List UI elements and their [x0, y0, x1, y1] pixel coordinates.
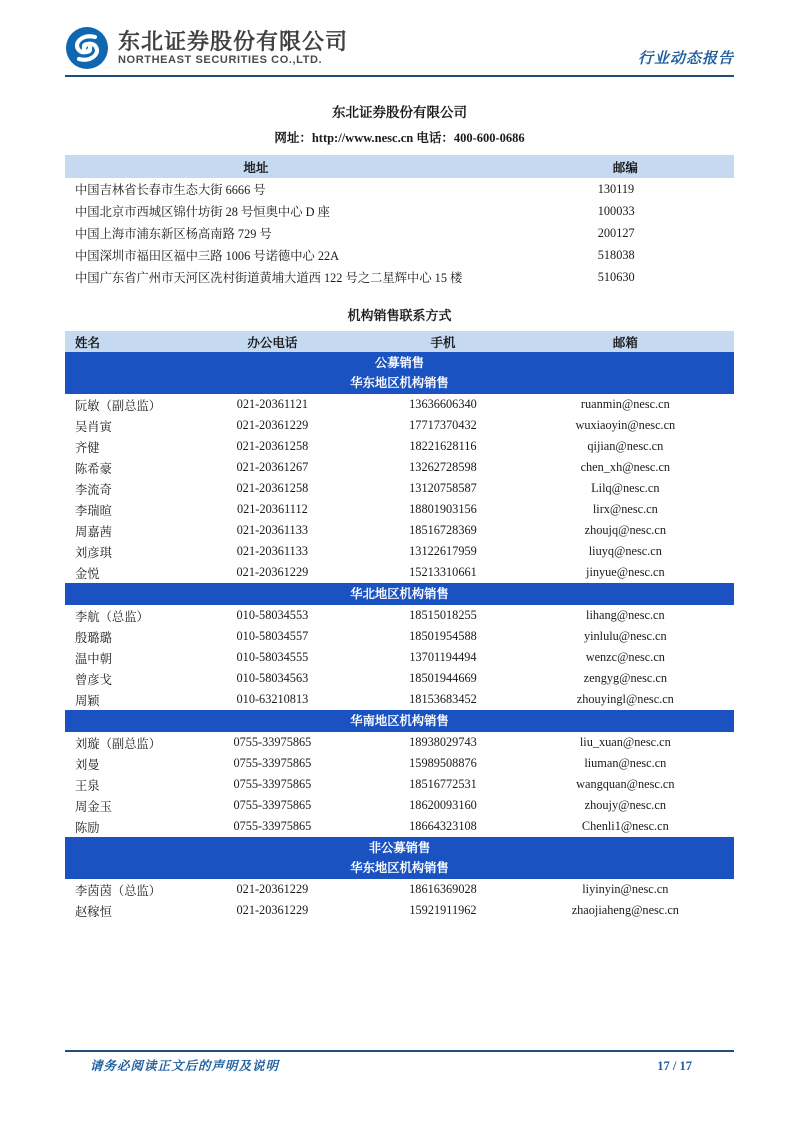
- email-cell: liu_xuan@nesc.cn: [579, 735, 671, 749]
- email-cell: yinlulu@nesc.cn: [583, 629, 667, 643]
- report-type-label: 行业动态报告: [637, 51, 734, 67]
- contact-row: [65, 520, 734, 541]
- postcode-cell: 100033: [597, 203, 635, 218]
- email-cell: chen_xh@nesc.cn: [580, 460, 671, 474]
- page-header: [65, 26, 734, 77]
- address-cell: 中国深圳市福田区福中三路 1006 号诺德中心 22A: [75, 249, 340, 263]
- band-label: 华南地区机构销售: [350, 714, 449, 728]
- office-phone-cell: 0755-33975865: [233, 819, 312, 833]
- email-cell: liyinyin@nesc.cn: [582, 882, 669, 896]
- office-phone-cell: 021-20361258: [236, 481, 309, 495]
- contact-row: [65, 499, 734, 520]
- band-label: 公募销售: [374, 356, 425, 370]
- office-phone-cell: 021-20361229: [236, 882, 309, 896]
- email-cell: lihang@nesc.cn: [586, 608, 665, 622]
- contact-row: [65, 900, 734, 921]
- name-cell: 齐健: [75, 440, 100, 455]
- company-contact-line: 网址：http://www.nesc.cn 电话：400-600-0686: [274, 131, 525, 145]
- office-phone-cell: 010-63210813: [236, 692, 309, 706]
- contact-row: [65, 562, 734, 583]
- email-cell: wangquan@nesc.cn: [576, 777, 675, 791]
- footer-disclaimer: 请务必阅读正文后的声明及说明: [90, 1059, 280, 1073]
- name-cell: 刘彦琪: [75, 545, 112, 560]
- email-cell: zhoujy@nesc.cn: [584, 798, 666, 812]
- name-cell: 李瑞暄: [75, 503, 112, 518]
- address-row: [65, 244, 734, 266]
- email-cell: liuyq@nesc.cn: [588, 544, 662, 558]
- office-phone-cell: 021-20361133: [236, 544, 309, 558]
- address-row: [65, 222, 734, 244]
- name-column-header: 姓名: [65, 331, 205, 352]
- contact-row: [65, 394, 734, 415]
- email-cell: liuman@nesc.cn: [584, 756, 667, 770]
- mobile-column-header: 手机: [339, 331, 546, 352]
- email-cell: lirx@nesc.cn: [592, 502, 658, 516]
- address-row: [65, 200, 734, 222]
- mobile-cell: 13122617959: [409, 544, 477, 558]
- mobile-cell: 18501944669: [409, 671, 477, 685]
- contact-row: [65, 753, 734, 774]
- mobile-cell: 18501954588: [409, 629, 477, 643]
- name-cell: 阮敏（副总监）: [75, 398, 162, 413]
- email-cell: wuxiaoyin@nesc.cn: [575, 418, 676, 432]
- mobile-cell: 18801903156: [409, 502, 477, 516]
- address-table-header: [65, 155, 734, 178]
- contact-row: [65, 689, 734, 710]
- name-cell: 刘璇（副总监）: [75, 736, 162, 751]
- company-title: 东北证券股份有限公司: [332, 105, 467, 120]
- name-cell: 李流奇: [75, 482, 112, 497]
- mobile-cell: 18153683452: [409, 692, 477, 706]
- email-cell: zengyg@nesc.cn: [583, 671, 668, 685]
- email-cell: Lilq@nesc.cn: [591, 481, 660, 495]
- section-band-row: [65, 710, 734, 732]
- office-phone-cell: 021-20361229: [236, 418, 309, 432]
- name-cell: 温中朝: [75, 651, 112, 666]
- company-logo-icon: [65, 26, 109, 70]
- office-phone-cell: 010-58034563: [236, 671, 309, 685]
- mobile-cell: 13120758587: [409, 481, 477, 495]
- page-footer: [65, 1050, 734, 1074]
- mobile-cell: 18938029743: [409, 735, 477, 749]
- name-cell: 周嘉茜: [75, 524, 112, 539]
- name-cell: 金悦: [75, 566, 100, 581]
- mobile-cell: 15213310661: [409, 565, 477, 579]
- name-cell: 曾彦戈: [75, 672, 112, 687]
- sales-table-header: [65, 331, 734, 352]
- address-column-header: 地址: [65, 155, 567, 178]
- office-phone-cell: 010-58034553: [236, 608, 309, 622]
- office-phone-cell: 021-20361229: [236, 565, 309, 579]
- office-phone-cell: 010-58034557: [236, 629, 309, 643]
- mobile-cell: 18620093160: [409, 798, 477, 812]
- name-cell: 赵稼恒: [75, 904, 112, 919]
- mobile-cell: 17717370432: [409, 418, 477, 432]
- address-cell: 中国上海市浦东新区杨高南路 729 号: [75, 227, 272, 241]
- contact-row: [65, 605, 734, 626]
- postcode-cell: 510630: [597, 269, 635, 284]
- email-cell: ruanmin@nesc.cn: [580, 397, 670, 411]
- page-number: 17 / 17: [657, 1059, 692, 1073]
- office-phone-cell: 0755-33975865: [233, 798, 312, 812]
- office-phone-cell: 010-58034555: [236, 650, 309, 664]
- contact-row: [65, 478, 734, 499]
- office-phone-cell: 021-20361258: [236, 439, 309, 453]
- name-cell: 吴肖寅: [75, 419, 112, 434]
- office-phone-cell: 021-20361133: [236, 523, 309, 537]
- name-cell: 李茵茵（总监）: [75, 883, 162, 898]
- email-cell: zhoujq@nesc.cn: [584, 523, 666, 537]
- sales-table: [65, 331, 734, 921]
- mobile-cell: 18221628116: [409, 439, 477, 453]
- section-band: [65, 837, 734, 879]
- name-cell: 陈励: [75, 820, 100, 835]
- office-column-header: 办公电话: [205, 331, 339, 352]
- address-table: [65, 155, 734, 288]
- name-cell: 周金玉: [75, 799, 112, 814]
- name-cell: 殷璐璐: [75, 630, 112, 645]
- email-cell: zhaojiaheng@nesc.cn: [571, 903, 679, 917]
- mobile-cell: 18664323108: [409, 819, 477, 833]
- address-row: [65, 178, 734, 200]
- name-cell: 李航（总监）: [75, 609, 149, 624]
- section-band: [65, 352, 734, 394]
- mobile-cell: 13701194494: [409, 650, 477, 664]
- office-phone-cell: 021-20361229: [236, 903, 309, 917]
- address-cell: 中国广东省广州市天河区冼村街道黄埔大道西 122 号之二星辉中心 15 楼: [75, 271, 463, 285]
- band-label: 华北地区机构销售: [350, 587, 449, 601]
- email-cell: qijian@nesc.cn: [587, 439, 664, 453]
- name-cell: 王泉: [75, 778, 100, 793]
- mobile-cell: 15989508876: [409, 756, 477, 770]
- sales-table-title: 机构销售联系方式: [347, 308, 452, 323]
- band-label: 华东地区机构销售: [350, 376, 449, 390]
- office-phone-cell: 0755-33975865: [233, 735, 312, 749]
- contact-row: [65, 795, 734, 816]
- company-name-cn: 东北证券股份有限公司: [118, 28, 349, 54]
- name-cell: 刘曼: [75, 757, 100, 772]
- email-cell: Chenli1@nesc.cn: [581, 819, 669, 833]
- band-label: 非公募销售: [368, 841, 431, 855]
- office-phone-cell: 0755-33975865: [233, 777, 312, 791]
- postcode-column-header: 邮编: [567, 155, 734, 178]
- mobile-cell: 18616369028: [409, 882, 477, 896]
- office-phone-cell: 021-20361267: [236, 460, 309, 474]
- section-band-row: [65, 837, 734, 879]
- brand-block: [65, 26, 348, 70]
- contact-row: [65, 436, 734, 457]
- contact-row: [65, 668, 734, 689]
- contact-row: [65, 626, 734, 647]
- email-column-header: 邮箱: [547, 331, 734, 352]
- address-cell: 中国吉林省长春市生态大街 6666 号: [75, 183, 266, 197]
- postcode-cell: 130119: [597, 181, 635, 196]
- contact-row: [65, 816, 734, 837]
- band-label: 华东地区机构销售: [350, 861, 449, 875]
- section-band-row: [65, 352, 734, 394]
- office-phone-cell: 0755-33975865: [233, 756, 312, 770]
- brand-text: [118, 30, 348, 67]
- contact-row: [65, 879, 734, 900]
- mobile-cell: 18516772531: [409, 777, 477, 791]
- section-band: [65, 583, 734, 605]
- email-cell: zhouyingl@nesc.cn: [576, 692, 674, 706]
- name-cell: 陈希豪: [75, 461, 112, 476]
- contact-row: [65, 415, 734, 436]
- company-name-en: NORTHEAST SECURITIES CO.,LTD.: [118, 53, 323, 66]
- address-cell: 中国北京市西城区锦什坊街 28 号恒奥中心 D 座: [75, 205, 330, 219]
- contact-row: [65, 732, 734, 753]
- mobile-cell: 18515018255: [409, 608, 477, 622]
- mobile-cell: 13636606340: [409, 397, 477, 411]
- office-phone-cell: 021-20361121: [236, 397, 309, 411]
- contact-row: [65, 457, 734, 478]
- postcode-cell: 200127: [597, 225, 635, 240]
- section-band: [65, 710, 734, 732]
- mobile-cell: 15921911962: [409, 903, 477, 917]
- name-cell: 周颖: [75, 693, 100, 708]
- contact-row: [65, 774, 734, 795]
- email-cell: jinyue@nesc.cn: [586, 565, 665, 579]
- postcode-cell: 518038: [597, 247, 635, 262]
- office-phone-cell: 021-20361112: [236, 502, 308, 516]
- email-cell: wenzc@nesc.cn: [585, 650, 665, 664]
- contact-row: [65, 647, 734, 668]
- mobile-cell: 13262728598: [409, 460, 477, 474]
- section-band-row: [65, 583, 734, 605]
- mobile-cell: 18516728369: [409, 523, 477, 537]
- address-row: [65, 266, 734, 288]
- contact-row: [65, 541, 734, 562]
